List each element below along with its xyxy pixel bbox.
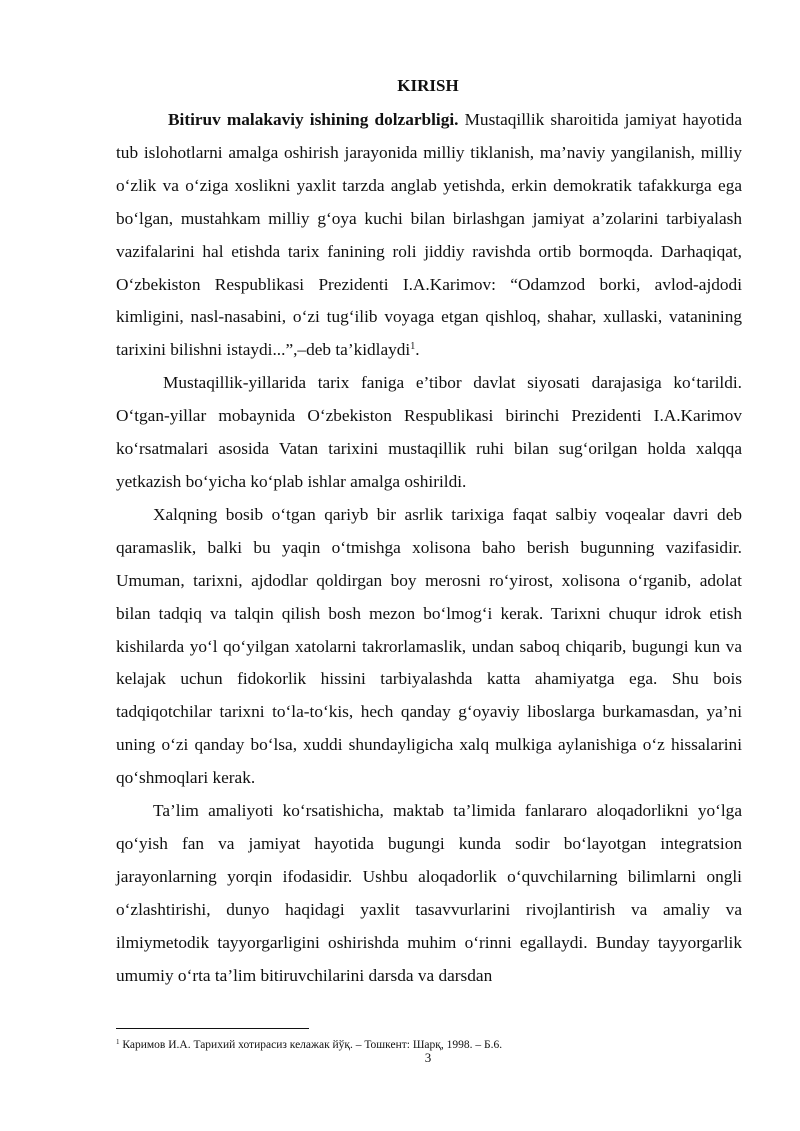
footnote-separator: [116, 1028, 309, 1029]
paragraph-relevance: [116, 104, 742, 367]
footnote-mark: 1: [116, 1038, 120, 1046]
paragraph-lead: Bitiruv malakaviy ishining dolzarbligi.: [168, 110, 459, 129]
paragraph-text: Mustaqillik sharoitida jamiyat hayotida tub islohotlarni amalga oshirish jarayonida milliy tiklanish, ma’naviy yangilanish, milliy o‘zlik va o‘ziga xoslikni yaxlit tarzda anglab yetishda, erkin demokratik tafakkurga ega bo‘lgan, mustahkam milliy g‘oya kuchi bilan birlashgan jamiyat a’zolarini tarbiyalash vazifalarini hal etishda tarix fanining roli jiddiy ravishda ortib bormoqda. Darhaqiqat, O‘zbekiston Respublikasi Prezidenti I.A.Karimov: “Odamzod borki, avlod-ajdodi kimligini, nasl-nasabini, o‘zi tug‘ilib voyaga etgan qishloq, shahar, xullaski, vatanining tarixini bilishni istaydi...”,–deb ta’kidlaydi: [116, 110, 742, 360]
paragraph-end: .: [415, 340, 420, 360]
body-text: [116, 104, 742, 992]
footnote-text: Каримов И.А. Тарихий хотирасиз келажак йўқ. – Тошкент: Шарқ, 1998. – Б.6.: [119, 1039, 503, 1051]
page-number: 3: [424, 1050, 432, 1065]
page-heading: KIRISH: [397, 76, 459, 95]
footnote-reference[interactable]: 1: [410, 341, 416, 353]
paragraph-education: Ta’lim amaliyoti ko‘rsatishicha, maktab ta’limida fanlararo aloqadorlikni yo‘lga qo‘yish fan va jamiyat hayotida bugungi kunda sodir bo‘layotgan integratsion jarayonlarning yorqin ifodasidir. Ushbu aloqadorlik o‘quvchilarning bilimlarni ongli o‘zlashtirishi, dunyo haqidagi yaxlit tasavvurlarini rivojlantirish va amaliy va ilmiymetodik tayyorgarligini oshirishda muhim o‘rinni egallaydi. Bunday tayyorgarlik umumiy o‘rta ta’lim bitiruvchilarini darsda va darsdan: [116, 801, 742, 985]
paragraph-history: Xalqning bosib o‘tgan qariyb bir asrlik tarixiga faqat salbiy voqealar davri deb qaramaslik, balki bu yaqin o‘tmishga xolisona baho berish bugunning vazifasidir. Umuman, tarixni, ajdodlar qoldirgan boy merosni ro‘yirost, xolisona o‘rganib, adolat bilan tadqiq va talqin qilish bosh mezon bo‘lmog‘i kerak. Tarixni chuqur idrok etish kishilarda yo‘l qo‘yilgan xatolarni takrorlamaslik, undan saboq chiqarib, bugungi kun va kelajak uchun fidokorlik hissini tarbiyalashda katta ahamiyatga ega. Shu bois tadqiqotchilar tarixni to‘la-to‘kis, hech qanday g‘oyaviy liboslarga burkamasdan, ya’ni uning o‘zi qanday bo‘lsa, xuddi shundayligicha xalq mulkiga aylanishiga o‘z hissalarini qo‘shmoqlari kerak.: [116, 504, 742, 788]
paragraph-independence: Mustaqillik-yillarida tarix faniga e’tibor davlat siyosati darajasiga ko‘tarildi. O‘tgan-yillar mobaynida O‘zbekiston Respublikasi birinchi Prezidenti I.A.Karimov ko‘rsatmalari asosida Vatan tarixini mustaqillik ruhi bilan sug‘orilgan holda xalqqa yetkazish bo‘yicha ko‘plab ishlar amalga oshirildi.: [116, 373, 742, 491]
